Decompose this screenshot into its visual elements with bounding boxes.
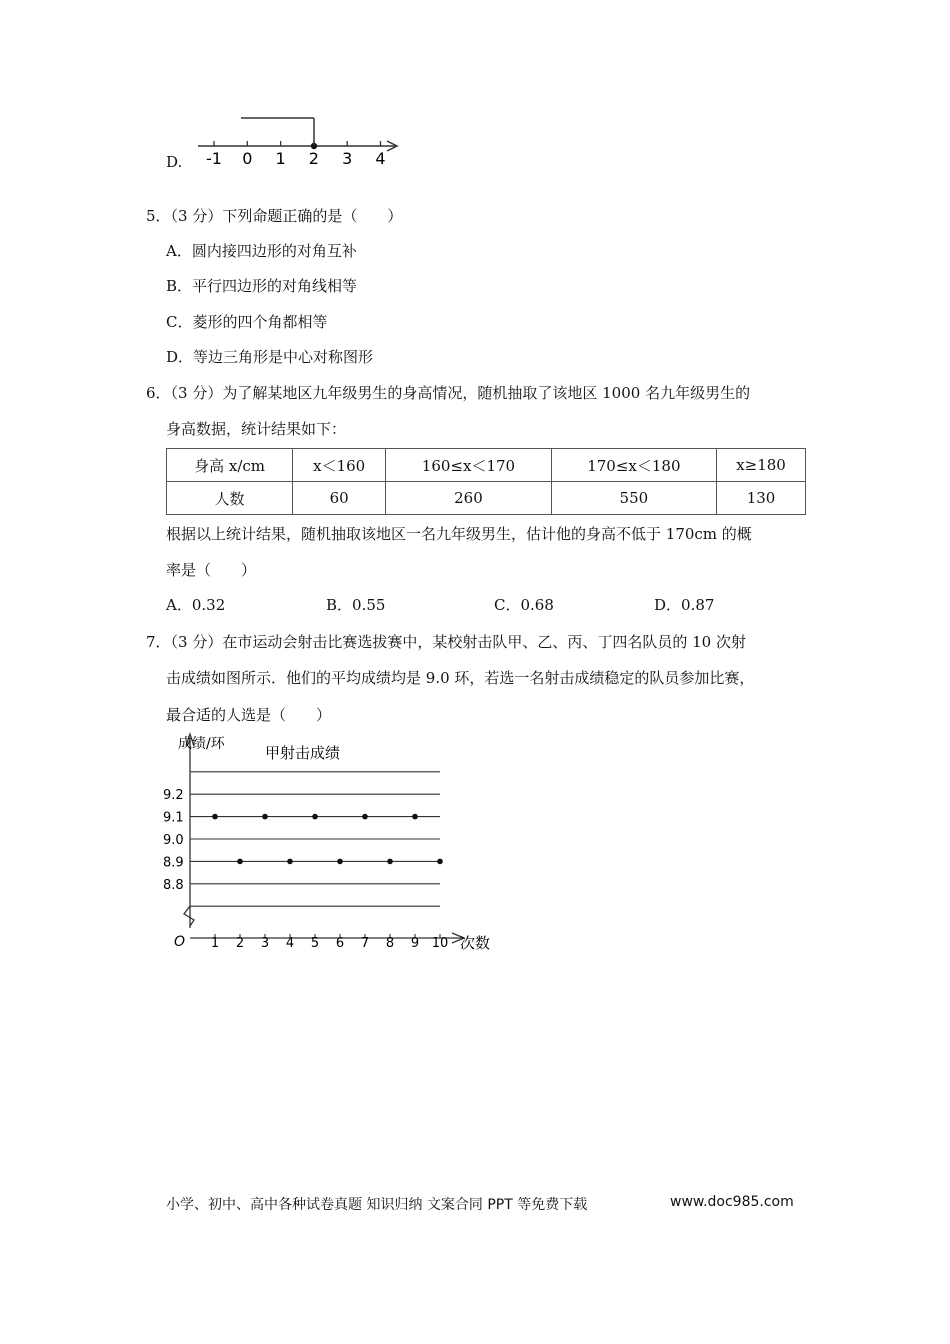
y-axis-label: 成绩/环: [178, 736, 225, 752]
q7-stem-line3: 最合适的人选是（ ）: [166, 706, 332, 724]
data-point: [362, 814, 368, 820]
data-point: [212, 814, 218, 820]
data-point: [437, 859, 443, 865]
table-cell: x≥180: [717, 449, 806, 482]
q6-after-line1: 根据以上统计结果，随机抽取该地区一名九年级男生，估计他的身高不低于 170cm 的概: [166, 525, 752, 543]
q5-option-b: B．平行四边形的对角线相等: [166, 277, 358, 295]
x-tick-label: 4: [285, 936, 295, 951]
q6-option-d: D．0.87: [654, 596, 715, 614]
numberline-tick-label: -1: [206, 149, 222, 168]
x-tick-label: 9: [410, 936, 420, 951]
q6-option-b: B．0.55: [326, 596, 386, 614]
chart-title: 甲射击成绩: [265, 744, 341, 762]
table-cell: 60: [293, 482, 386, 515]
table-cell: 170≤x＜180: [551, 449, 716, 482]
x-tick-label: 8: [385, 936, 395, 951]
data-point: [387, 859, 393, 865]
numberline-tick-label: 2: [308, 149, 319, 168]
q6-stem-line2: 身高数据，统计结果如下：: [166, 420, 347, 438]
number-line: [190, 110, 405, 172]
data-point: [337, 859, 343, 865]
table-cell: 550: [551, 482, 716, 515]
q5-option-c: C．菱形的四个角都相等: [166, 313, 328, 331]
x-tick-label: 2: [235, 936, 245, 951]
numberline-tick-label: 3: [342, 149, 353, 168]
table-cell: 260: [386, 482, 551, 515]
q6-option-c: C．0.68: [494, 596, 554, 614]
y-tick-label: 9.2: [163, 788, 184, 804]
table-cell: 160≤x＜170: [386, 449, 551, 482]
table-cell: 130: [717, 482, 806, 515]
data-point: [312, 814, 318, 820]
table-cell: x＜160: [293, 449, 386, 482]
x-tick-label: 10: [431, 936, 449, 951]
q5-stem: 5．（3 分）下列命题正确的是（ ）: [146, 207, 403, 225]
footer-url[interactable]: www.doc985.com: [670, 1194, 794, 1210]
x-tick-label: 1: [210, 936, 220, 951]
table-row: [167, 482, 806, 515]
axis-break-icon: [184, 906, 194, 926]
q4-option-d-label: D.: [166, 153, 183, 171]
x-tick-label: 6: [335, 936, 345, 951]
numberline-tick-label: 1: [275, 149, 286, 168]
y-tick-label: 8.8: [163, 877, 184, 893]
numberline-tick-label: 0: [242, 149, 253, 168]
data-point: [412, 814, 418, 820]
data-point: [237, 859, 243, 865]
data-point: [287, 859, 293, 865]
q5-option-d: D．等边三角形是中心对称图形: [166, 348, 374, 366]
numberline-tick-label: 4: [375, 149, 386, 168]
shooting-score-chart: [160, 728, 505, 958]
q6-stem-line1: 6．（3 分）为了解某地区九年级男生的身高情况，随机抽取了该地区 1000 名九年级男生的: [146, 384, 751, 402]
y-tick-label: 9.1: [163, 810, 184, 826]
origin-label: O: [174, 934, 186, 950]
q6-after-line2: 率是（ ）: [166, 561, 257, 579]
q7-stem-line2: 击成绩如图所示．他们的平均成绩均是 9.0 环，若选一名射击成绩稳定的队员参加比赛，: [166, 669, 755, 687]
y-tick-label: 8.9: [163, 855, 184, 871]
x-axis-label: 次数: [460, 934, 491, 952]
table-header-row: [167, 449, 806, 482]
y-tick-label: 9.0: [163, 833, 184, 848]
height-stats-table: [166, 448, 806, 515]
q6-option-a: A．0.32: [166, 596, 226, 614]
x-tick-label: 5: [310, 936, 320, 951]
q5-option-a: A．圆内接四边形的对角互补: [166, 242, 357, 260]
x-tick-label: 3: [260, 936, 270, 951]
table-cell: 身高 x/cm: [167, 449, 293, 482]
x-tick-label: 7: [360, 936, 370, 951]
q7-stem-line1: 7．（3 分）在市运动会射击比赛选拔赛中，某校射击队甲、乙、丙、丁四名队员的 10 次射: [146, 633, 746, 651]
table-cell: 人数: [167, 482, 293, 515]
data-point: [262, 814, 268, 820]
footer-text: 小学、初中、高中各种试卷真题 知识归纳 文案合同 PPT 等免费下载: [166, 1197, 588, 1213]
